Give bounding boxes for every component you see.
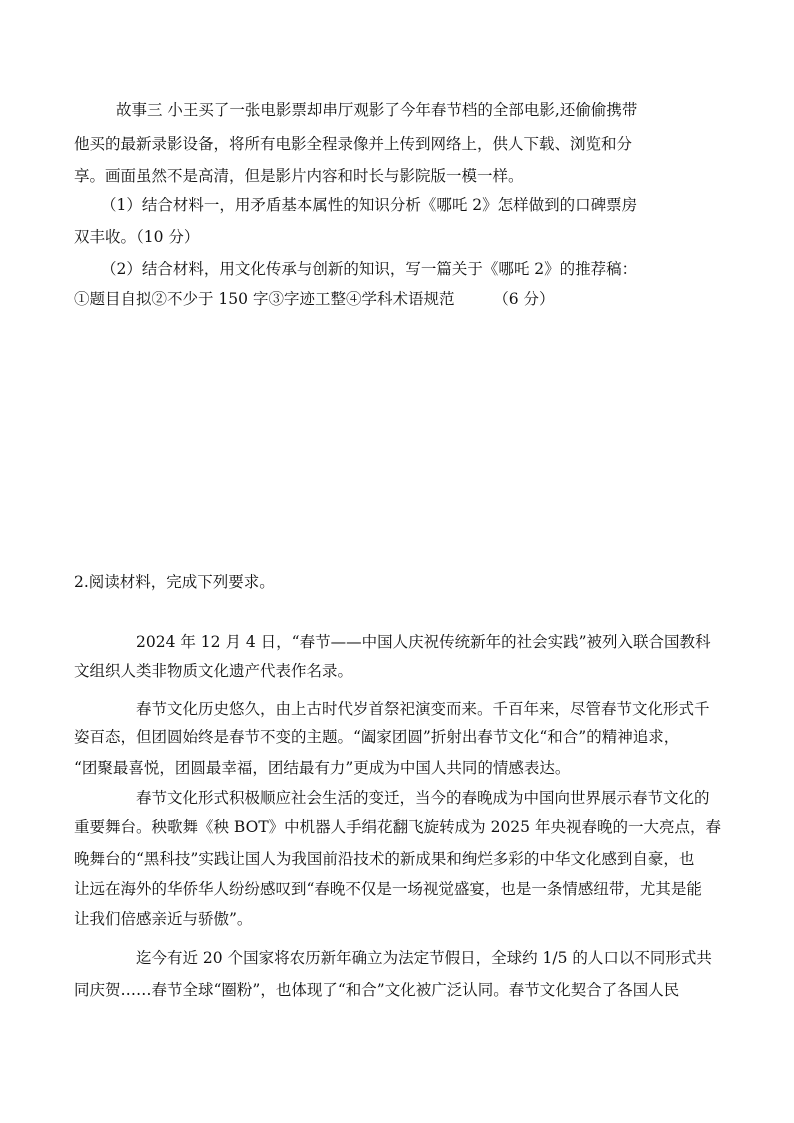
material-p1-line-2: 文组织人类非物质文化遗产代表作名录。 (74, 662, 354, 680)
question-1-line-2: 双丰收。（10 分） (74, 228, 200, 246)
material-p4-line-2: 同庆贺……春节全球“圈粉”，也体现了“和合”文化被广泛认同。春节文化契合了各国人民 (74, 981, 680, 999)
question-2-heading: 2.阅读材料，完成下列要求。 (74, 573, 275, 591)
story3-line-3: 享。画面虽然不是高清，但是影片内容和时长与影院版一模一样。 (74, 167, 524, 185)
material-p2-line-2: 姿百态，但团圆始终是春节不变的主题。“阖家团圆”折射出春节文化“和合”的精神追求， (74, 728, 680, 746)
material-p3-line-5: 让我们倍感亲近与骄傲”。 (74, 910, 253, 928)
material-p3-line-1: 春节文化形式积极顺应社会生活的变迁，当今的春晚成为中国向世界展示春节文化的 (136, 789, 710, 807)
material-p1-line-1: 2024 年 12 月 4 日，“春节——中国人庆祝传统新年的社会实践”被列入联合国教科 (136, 633, 711, 651)
story3-line-2: 他买的最新录影设备，将所有电影全程录像并上传到网络上，供人下载、浏览和分 (74, 135, 633, 153)
material-p2-line-3: “团聚最喜悦，团圆最幸福，团结最有力”更成为中国人共同的情感表达。 (74, 759, 571, 777)
material-p2-line-1: 春节文化历史悠久，由上古时代岁首祭祀演变而来。千百年来，尽管春节文化形式千 (136, 700, 710, 718)
story3-line-1: 故事三 小王买了一张电影票却串厅观影了今年春节档的全部电影,还偷偷携带 (116, 101, 638, 119)
question-2-line-1: （2）结合材料，用文化传承与创新的知识，写一篇关于《哪吒 2》的推荐稿： (101, 260, 638, 278)
question-2-line-2: ①题目自拟②不少于 150 字③字迹工整④学科术语规范 （6 分） (74, 290, 555, 308)
material-p3-line-2: 重要舞台。秧歌舞《秧 BOT》中机器人手绢花翻飞旋转成为 2025 年央视春晚的一大亮点，春 (74, 818, 721, 836)
question-1-line-1: （1）结合材料一，用矛盾基本属性的知识分析《哪吒 2》怎样做到的口碑票房 (101, 196, 638, 214)
material-p3-line-4: 让远在海外的华侨华人纷纷感叹到“春晚不仅是一场视觉盛宴，也是一条情感纽带，尤其是能 (74, 880, 702, 898)
material-p4-line-1: 迄今有近 20 个国家将农历新年确立为法定节假日，全球约 1/5 的人口以不同形式共 (136, 949, 712, 967)
material-p3-line-3: 晚舞台的“黑科技”实践让国人为我国前沿技术的新成果和绚烂多彩的中华文化感到自豪，也 (74, 850, 695, 868)
